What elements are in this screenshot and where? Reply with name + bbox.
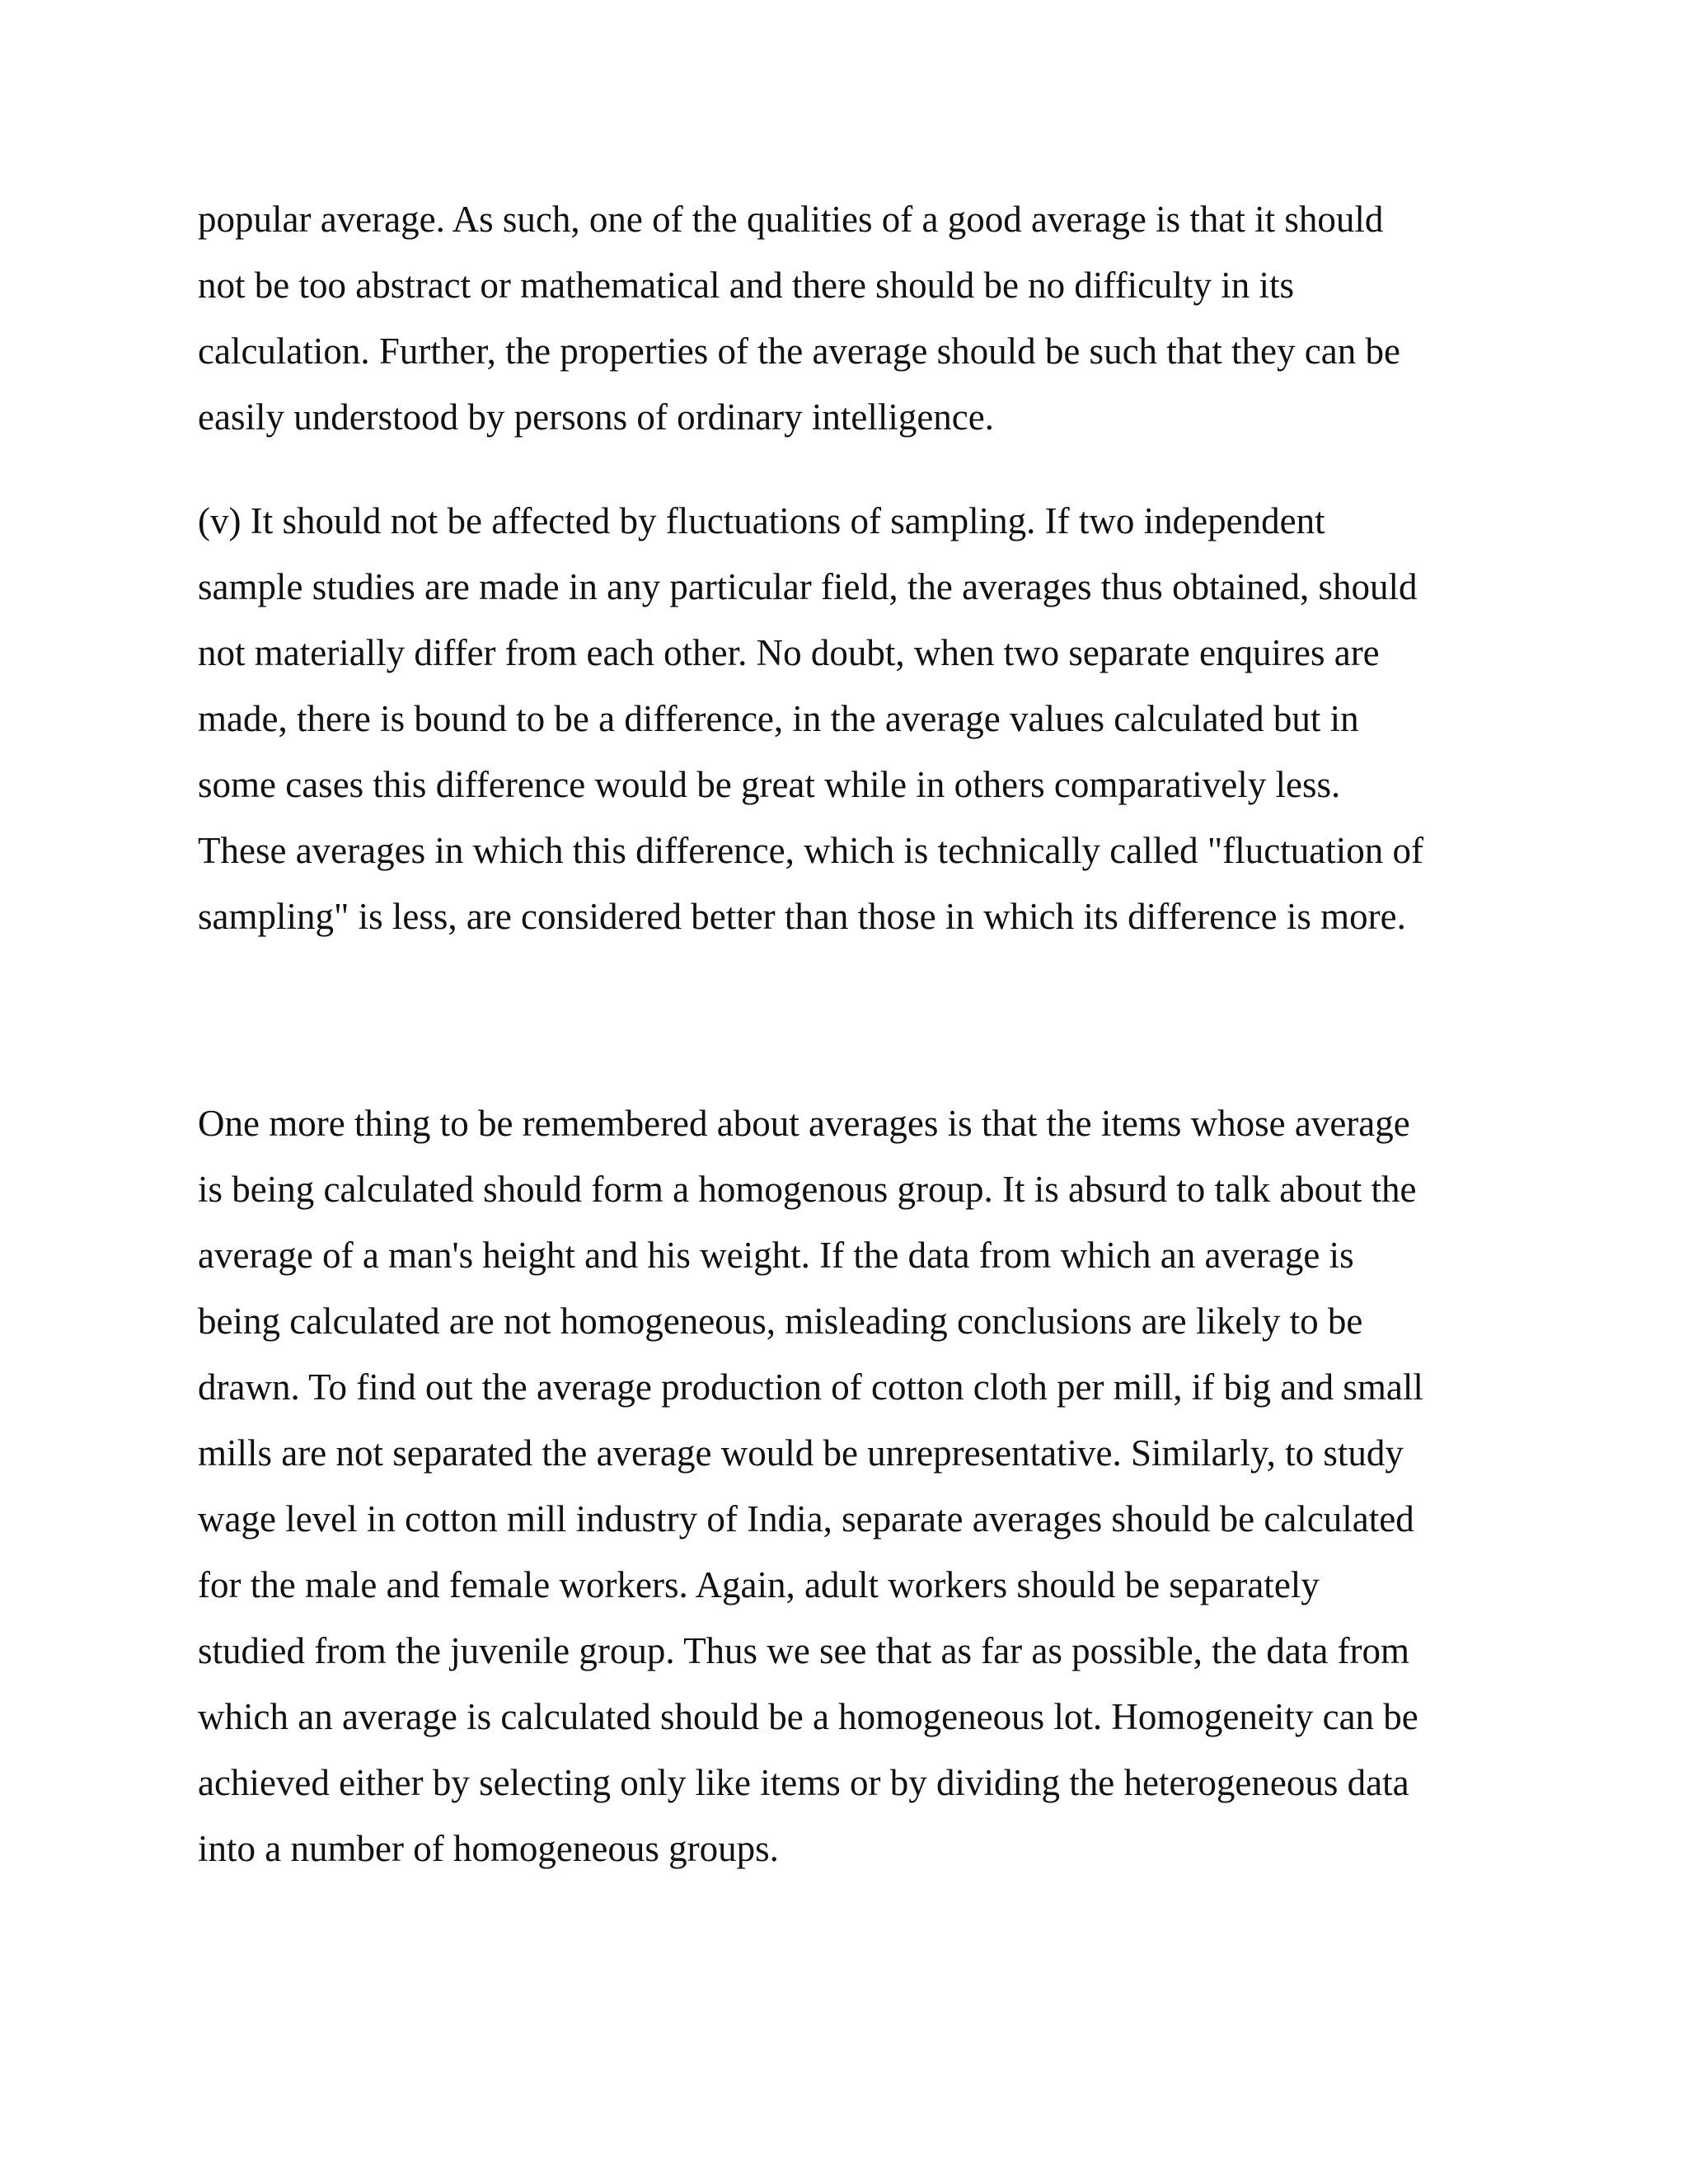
text-line: not be too abstract or mathematical and there should be no difficulty in its	[198, 265, 1295, 306]
text-line: studied from the juvenile group. Thus we see that as far as possible, the data from	[198, 1630, 1410, 1671]
text-line: (v) It should not be affected by fluctuations of sampling. If two independent	[198, 500, 1325, 541]
text-line: which an average is calculated should be a homogeneous lot. Homogeneity can be	[198, 1696, 1418, 1737]
text-line: into a number of homogeneous groups.	[198, 1828, 779, 1869]
text-line: wage level in cotton mill industry of India, separate averages should be calculated	[198, 1498, 1414, 1540]
text-line: being calculated are not homogeneous, misleading conclusions are likely to be	[198, 1301, 1363, 1342]
text-line: sample studies are made in any particular field, the averages thus obtained, should	[198, 566, 1418, 607]
text-line: is being calculated should form a homogenous group. It is absurd to talk about the	[198, 1169, 1417, 1210]
text-line: One more thing to be remembered about averages is that the items whose average	[198, 1103, 1410, 1144]
text-line: calculation. Further, the properties of the average should be such that they can be	[198, 330, 1400, 372]
text-line: average of a man's height and his weight. If the data from which an average is	[198, 1235, 1354, 1276]
text-line: achieved either by selecting only like items or by dividing the heterogeneous data	[198, 1762, 1409, 1803]
text-line: sampling" is less, are considered better than those in which its difference is more.	[198, 896, 1406, 937]
text-line: mills are not separated the average would be unrepresentative. Similarly, to study	[198, 1432, 1404, 1474]
text-line: not materially differ from each other. No doubt, when two separate enquires are	[198, 632, 1380, 673]
text-line: popular average. As such, one of the qualities of a good average is that it should	[198, 199, 1384, 240]
text-line: easily understood by persons of ordinary intelligence.	[198, 396, 995, 438]
text-line: made, there is bound to be a difference, in the average values calculated but in	[198, 698, 1359, 739]
text-line: some cases this difference would be great while in others comparatively less.	[198, 764, 1341, 805]
text-line: for the male and female workers. Again, adult workers should be separately	[198, 1564, 1320, 1605]
text-line: These averages in which this difference, which is technically called "fluctuation of	[198, 830, 1423, 871]
text-line: drawn. To find out the average production of cotton cloth per mill, if big and small	[198, 1366, 1423, 1408]
